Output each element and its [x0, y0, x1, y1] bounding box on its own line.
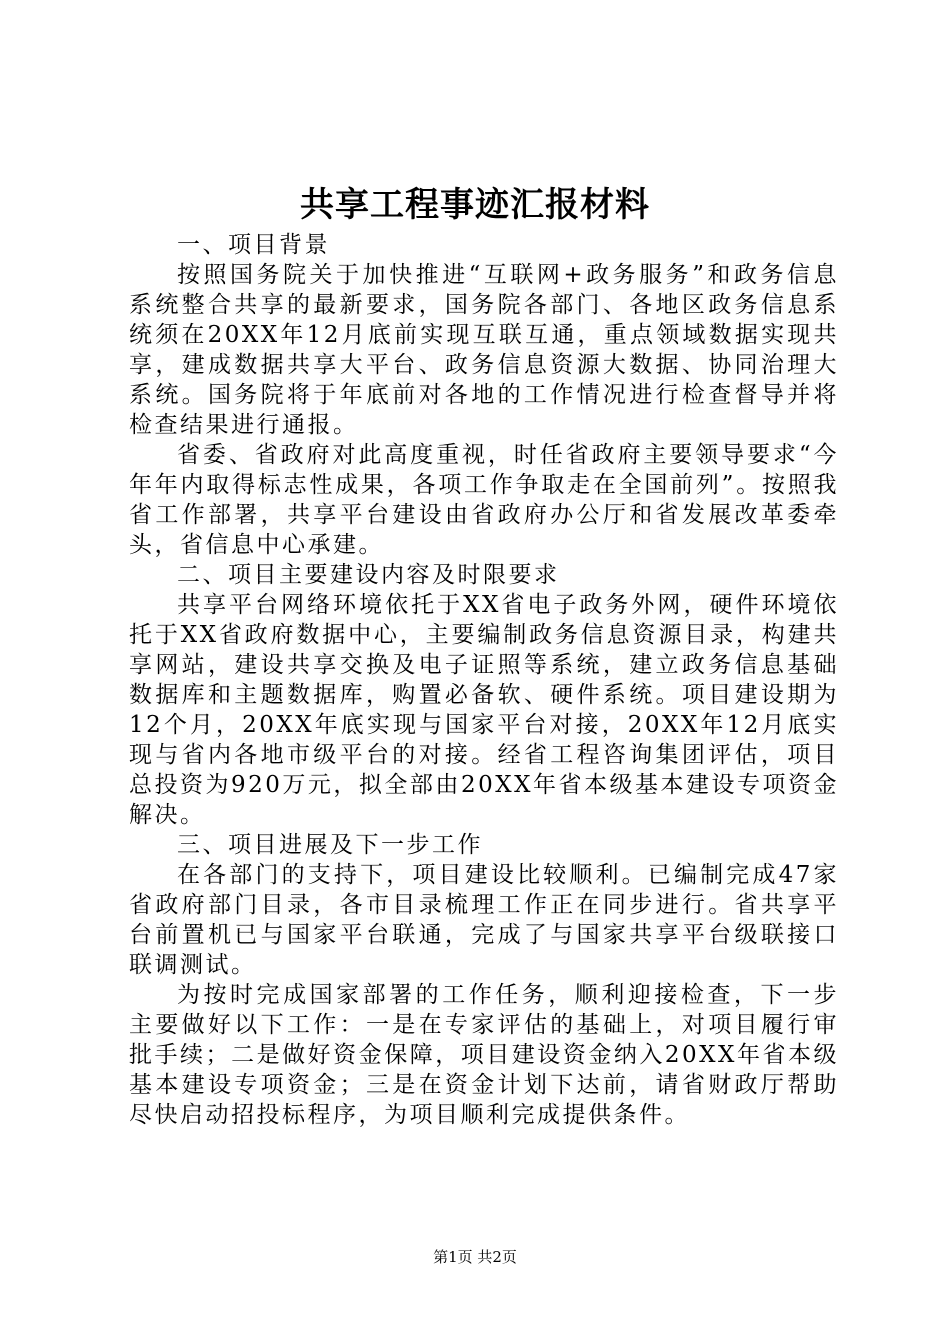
paragraph-progress-2: 为按时完成国家部署的工作任务，顺利迎接检查，下一步主要做好以下工作：一是在专家评估的基础上，对项目履行审批手续；二是做好资金保障，项目建设资金纳入20XX年省本级基本建设专项资金；三是在资金计划下达前，请省财政厅帮助尽快启动招投标程序，为项目顺利完成提供条件。: [129, 982, 839, 1128]
section-heading-content: 二、项目主要建设内容及时限要求: [177, 562, 560, 588]
paragraph-content: 共享平台网络环境依托于XX省电子政务外网，硬件环境依托于XX省政府数据中心，主要编制政务信息资源目录，构建共享网站，建设共享交换及电子证照等系统，建立政务信息基础数据库和主题数据库，购置必备软、硬件系统。项目建设期为12个月，20XX年底实现与国家平台对接，20XX年12月底实现与省内各地市级平台的对接。经省工程咨询集团评估，项目总投资为920万元，拟全部由20XX年省本级基本建设专项资金解决。: [129, 592, 839, 828]
paragraph-background-2: 省委、省政府对此高度重视，时任省政府主要领导要求“今年年内取得标志性成果，各项工作争取走在全国前列”。按照我省工作部署，共享平台建设由省政府办公厅和省发展改革委牵头，省信息中心承建。: [129, 442, 839, 558]
section-heading-background: 一、项目背景: [177, 232, 330, 258]
page-number: 第1页 共2页: [433, 1248, 517, 1266]
document-title: 共享工程事迹汇报材料: [300, 185, 650, 225]
paragraph-progress-1: 在各部门的支持下，项目建设比较顺利。已编制完成47家省政府部门目录，各市目录梳理工作正在同步进行。省共享平台前置机已与国家平台联通，完成了与国家共享平台级联接口联调测试。: [129, 862, 839, 978]
section-heading-progress: 三、项目进展及下一步工作: [177, 832, 483, 858]
document-body: [129, 230, 839, 1130]
paragraph-background-1: 按照国务院关于加快推进“互联网+政务服务”和政务信息系统整合共享的最新要求，国务院各部门、各地区政务信息系统须在20XX年12月底前实现互联互通，重点领域数据实现共享，建成数据共享大平台、政务信息资源大数据、协同治理大系统。国务院将于年底前对各地的工作情况进行检查督导并将检查结果进行通报。: [129, 262, 839, 438]
